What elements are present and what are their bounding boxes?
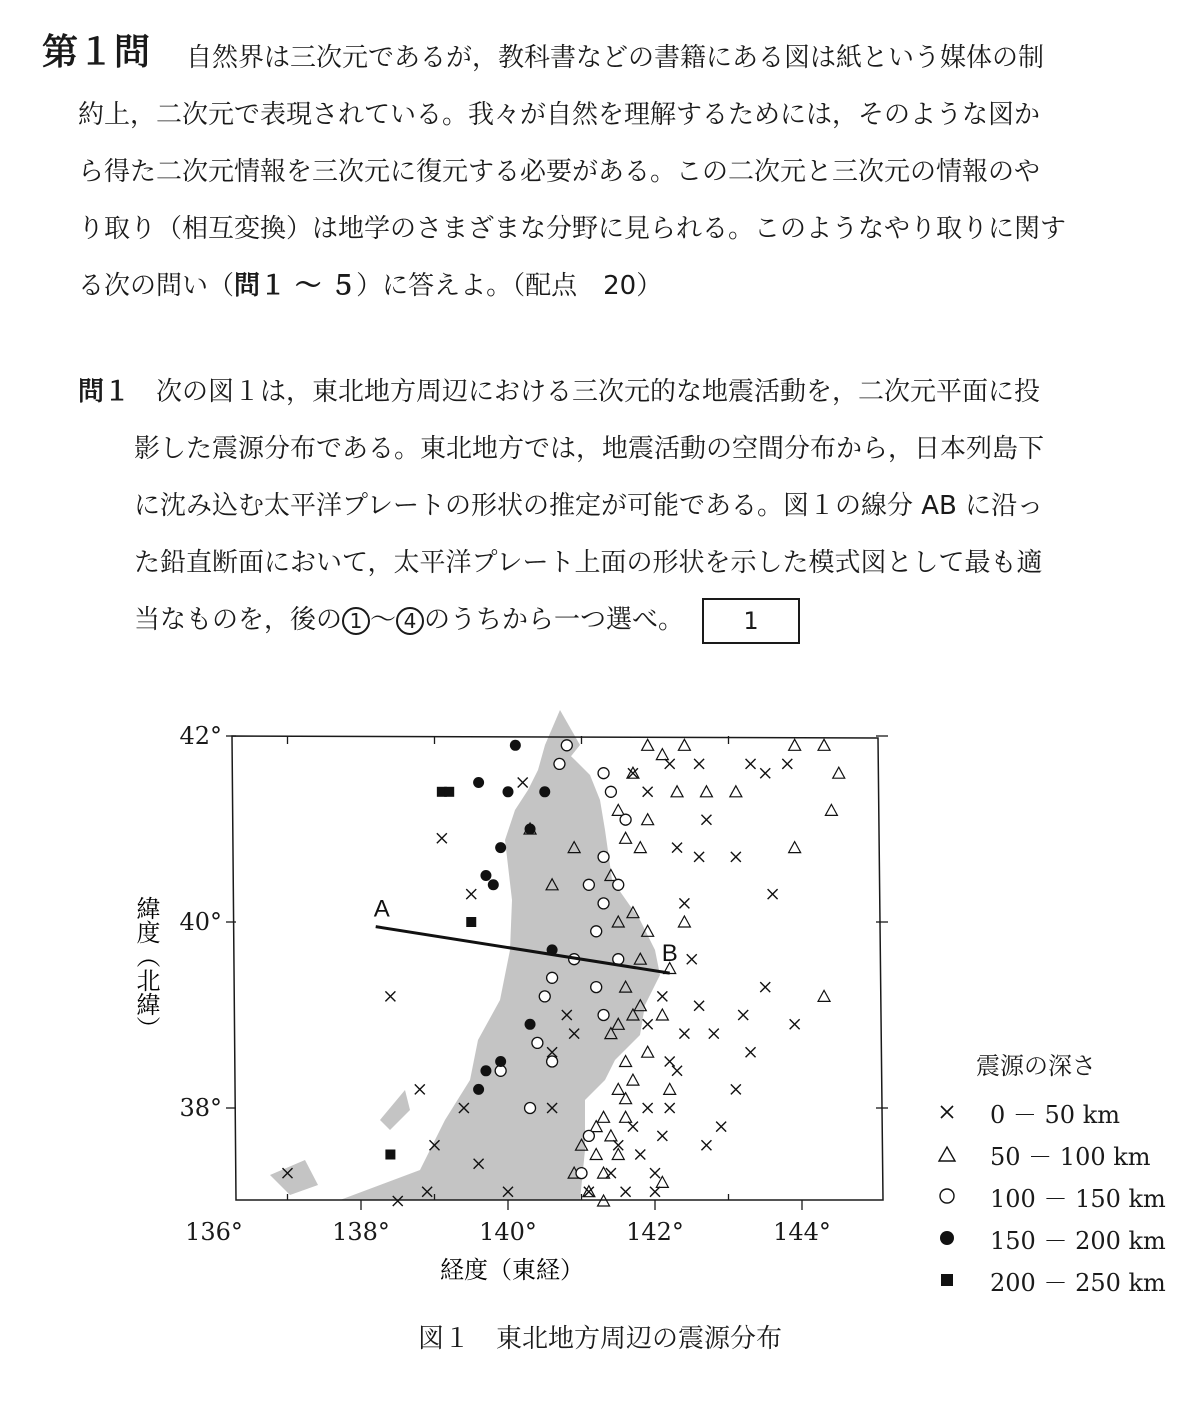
quake-point-cross — [672, 1066, 682, 1076]
legend-range: 100 － 150 km — [990, 1184, 1166, 1213]
intro-text — [78, 30, 1138, 315]
quake-point-triangle — [664, 1083, 676, 1094]
quake-point-filled-circle — [488, 879, 499, 890]
label-a: A — [373, 895, 390, 923]
legend-row-open-circle — [930, 1175, 1166, 1217]
quake-point-triangle — [620, 832, 632, 843]
problem-number: 第１問 — [42, 32, 151, 73]
quake-point-triangle — [825, 804, 837, 815]
quake-point-filled-circle — [539, 786, 550, 797]
quake-point-filled-circle — [525, 824, 536, 835]
quake-point-cross — [635, 1150, 645, 1160]
question-line — [78, 592, 1138, 649]
quake-point-cross — [643, 1103, 653, 1113]
quake-point-filled-circle — [480, 1065, 491, 1076]
quake-point-open-circle — [583, 1130, 594, 1141]
quake-point-cross — [701, 1140, 711, 1150]
quake-point-triangle — [590, 1149, 602, 1160]
quake-point-triangle — [730, 786, 742, 797]
quake-point-filled-circle — [510, 740, 521, 751]
legend-row-cross — [930, 1091, 1166, 1133]
legend-range: 200 － 250 km — [990, 1268, 1166, 1297]
question-line: に沈み込む太平洋プレートの形状の推定が可能である。図１の線分 AB に沿っ — [134, 491, 1044, 521]
quake-point-cross — [679, 898, 689, 908]
quake-point-cross — [738, 1010, 748, 1020]
filled-square-icon — [930, 1272, 964, 1288]
quake-point-cross — [679, 1029, 689, 1039]
intro-line: 約上，二次元で表現されている。我々が自然を理解するためには，そのような図か — [78, 100, 1041, 130]
quake-point-open-circle — [598, 898, 609, 909]
quake-point-filled-circle — [495, 842, 506, 853]
quake-point-cross — [643, 1019, 653, 1029]
intro-line: 自然界は三次元であるが，教科書などの書籍にある図は紙という媒体の制 — [186, 43, 1045, 73]
quake-point-triangle — [678, 916, 690, 927]
question-line: 影した震源分布である。東北地方では，地震活動の空間分布から，日本列島下 — [134, 434, 1045, 464]
quake-point-triangle — [598, 1111, 610, 1122]
cross-icon — [930, 1103, 964, 1121]
quake-point-triangle — [818, 739, 830, 750]
quake-point-cross — [716, 1122, 726, 1132]
choice-marker: 1 — [342, 607, 370, 635]
x-axis-label: 経度（東経） — [440, 1256, 584, 1284]
quake-point-filled-square — [444, 787, 454, 797]
quake-point-open-circle — [583, 879, 594, 890]
quake-point-open-circle — [561, 740, 572, 751]
question-text: のうちから一つ選べ。 — [424, 605, 685, 635]
quake-point-cross — [731, 1084, 741, 1094]
legend-row-filled-square — [930, 1259, 1166, 1301]
quake-point-triangle — [620, 1111, 632, 1122]
x-tick-label: 142° — [626, 1218, 684, 1246]
quake-point-cross — [746, 1047, 756, 1057]
legend-range: 0 － 50 km — [990, 1100, 1120, 1129]
quake-point-triangle — [612, 1083, 624, 1094]
land-mass — [270, 710, 660, 1200]
quake-point-cross — [701, 815, 711, 825]
quake-point-filled-square — [385, 1150, 395, 1160]
question-text: 次の図１は，東北地方周辺における三次元的な地震活動を，二次元平面に投 — [156, 377, 1041, 407]
quake-point-cross — [665, 1057, 675, 1067]
quake-point-cross — [760, 768, 770, 778]
quake-point-open-circle — [620, 814, 631, 825]
quake-point-open-circle — [547, 972, 558, 983]
quake-point-open-circle — [613, 879, 624, 890]
quake-point-cross — [437, 833, 447, 843]
quake-point-open-circle — [591, 926, 602, 937]
quake-point-triangle — [789, 739, 801, 750]
quake-point-triangle — [678, 739, 690, 750]
quake-point-open-circle — [532, 1037, 543, 1048]
quake-point-open-circle — [547, 1056, 558, 1067]
x-tick-label: 144° — [773, 1218, 831, 1246]
quake-point-cross — [687, 954, 697, 964]
question-text: 当なものを，後の — [134, 605, 343, 635]
quake-point-filled-circle — [503, 786, 514, 797]
quake-point-cross — [760, 982, 770, 992]
quake-point-cross — [621, 1187, 631, 1197]
quake-point-open-circle — [525, 1103, 536, 1114]
quake-point-cross — [650, 1168, 660, 1178]
quake-point-cross — [746, 759, 756, 769]
label-b: B — [661, 940, 678, 968]
quake-point-cross — [731, 852, 741, 862]
quake-point-cross — [466, 889, 476, 899]
quake-point-triangle — [818, 990, 830, 1001]
y-tick-label: 42° — [179, 722, 222, 750]
quake-point-open-circle — [598, 768, 609, 779]
quake-point-cross — [694, 852, 704, 862]
legend-row-filled-circle — [930, 1217, 1166, 1259]
quake-point-cross — [518, 778, 528, 788]
y-tick-label: 40° — [179, 908, 222, 936]
quake-point-open-circle — [598, 851, 609, 862]
quake-point-filled-circle — [473, 1084, 484, 1095]
legend — [930, 1046, 1166, 1301]
legend-title: 震源の深さ — [976, 1052, 1096, 1080]
quake-point-triangle — [642, 1046, 654, 1057]
quake-point-triangle — [700, 786, 712, 797]
quake-point-triangle — [642, 739, 654, 750]
quake-point-triangle — [627, 1074, 639, 1085]
y-tick-label: 38° — [179, 1094, 222, 1122]
quake-point-filled-square — [466, 917, 476, 927]
intro-line: ら得た二次元情報を三次元に復元する必要がある。この二次元と三次元の情報のや — [78, 157, 1041, 187]
quake-point-cross — [415, 1084, 425, 1094]
x-tick-label: 138° — [332, 1218, 390, 1246]
x-tick-label: 136° — [185, 1218, 243, 1246]
triangle-icon — [930, 1145, 964, 1163]
legend-range: 50 － 100 km — [990, 1142, 1151, 1171]
question-label: 問１ — [78, 377, 131, 407]
intro-line-part: ）に答えよ。（配点 20） — [356, 271, 663, 301]
quake-point-cross — [385, 991, 395, 1001]
quake-point-open-circle — [576, 1168, 587, 1179]
intro-line-part: る次の問い（ — [78, 271, 235, 301]
quake-point-open-circle — [554, 758, 565, 769]
quake-point-triangle — [656, 749, 668, 760]
quake-point-triangle — [620, 1056, 632, 1067]
quake-point-cross — [665, 1103, 675, 1113]
legend-range: 150 － 200 km — [990, 1226, 1166, 1255]
answer-box[interactable]: 1 — [702, 598, 800, 644]
quake-point-cross — [672, 843, 682, 853]
quake-point-triangle — [833, 767, 845, 778]
quake-point-triangle — [634, 842, 646, 853]
filled-circle-icon — [930, 1229, 964, 1247]
quake-point-filled-circle — [473, 777, 484, 788]
quake-point-triangle — [656, 1176, 668, 1187]
quake-point-open-circle — [539, 991, 550, 1002]
quake-point-open-circle — [598, 1010, 609, 1021]
quake-point-cross — [694, 1001, 704, 1011]
quake-point-open-circle — [605, 786, 616, 797]
quake-point-cross — [657, 991, 667, 1001]
choice-marker: 4 — [396, 607, 424, 635]
intro-line: り取り（相互変換）は地学のさまざまな分野に見られる。このようなやり取りに関す — [78, 214, 1067, 244]
open-circle-icon — [930, 1187, 964, 1205]
question-line: た鉛直断面において，太平洋プレート上面の形状を示した模式図として最も適 — [134, 548, 1043, 578]
question-1 — [78, 364, 1138, 649]
tilde: ～ — [370, 605, 397, 635]
figure-caption: 図１ 東北地方周辺の震源分布 — [417, 1324, 782, 1354]
x-tick-label: 140° — [479, 1218, 537, 1246]
quake-point-triangle — [612, 804, 624, 815]
quake-point-filled-circle — [525, 1019, 536, 1030]
quake-point-cross — [628, 1122, 638, 1132]
quake-point-triangle — [671, 786, 683, 797]
quake-point-triangle — [605, 1130, 617, 1141]
intro-line — [78, 258, 1138, 315]
quake-point-triangle — [656, 1009, 668, 1020]
quake-point-cross — [657, 1131, 667, 1141]
quake-point-triangle — [642, 814, 654, 825]
quake-point-cross — [650, 1187, 660, 1197]
quake-point-open-circle — [591, 982, 602, 993]
quake-point-cross — [782, 759, 792, 769]
quake-point-cross — [643, 787, 653, 797]
quake-point-cross — [709, 1029, 719, 1039]
quake-point-cross — [694, 759, 704, 769]
quake-point-filled-circle — [495, 1056, 506, 1067]
quake-point-cross — [665, 759, 675, 769]
quake-point-cross — [768, 889, 778, 899]
quake-point-cross — [790, 1019, 800, 1029]
quake-point-triangle — [789, 842, 801, 853]
legend-row-triangle — [930, 1133, 1166, 1175]
question-range: 問１ ～ ５ — [234, 271, 357, 301]
y-axis-label: 緯度（北緯） — [132, 896, 160, 1040]
quake-point-filled-circle — [480, 870, 491, 881]
question-line — [78, 364, 1138, 421]
